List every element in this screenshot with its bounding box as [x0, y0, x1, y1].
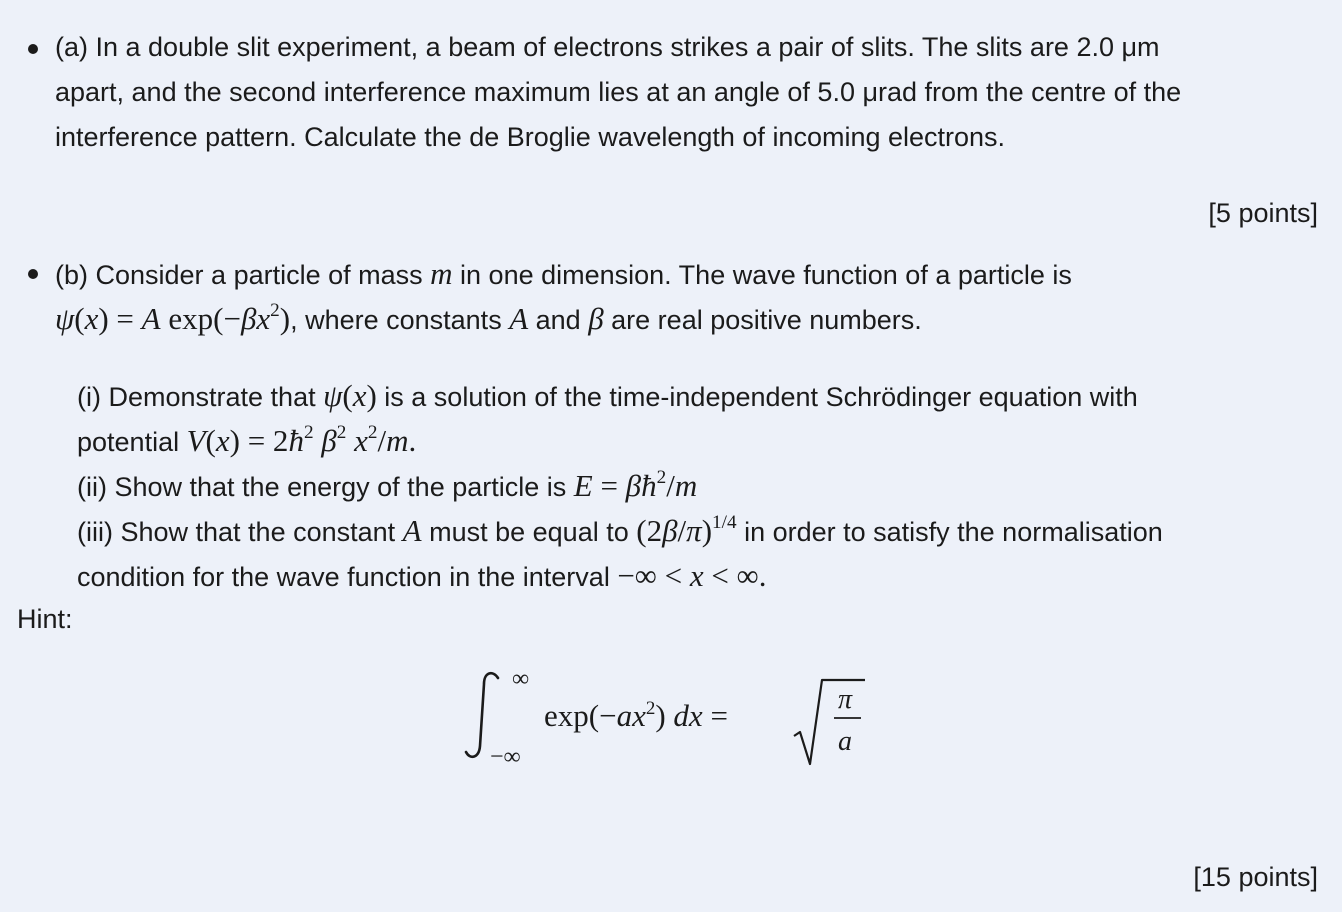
subq-iii-line-2: condition for the wave function in the interval −∞ < x < ∞.	[77, 558, 767, 593]
subq-ii: (ii) Show that the energy of the particle is $E = \beta ħ^2/m$	[77, 466, 698, 503]
svg-text:−∞: −∞	[490, 744, 521, 770]
hint-label: Hint:	[17, 604, 73, 634]
wavefunction-definition: ψ(x) = A $\exp(-\beta x^2)$	[55, 299, 291, 336]
mass-symbol: m	[430, 256, 453, 291]
hint-integral-formula	[460, 660, 880, 770]
psi-symbol: ψ(x)	[323, 378, 377, 413]
svg-text:π: π	[838, 684, 853, 715]
normalisation-constant-expression: $(2\beta/\pi)^{1/4}$	[636, 511, 737, 548]
svg-text:exp(−ax2) dx =: $\exp(-ax^2)$ dx =	[544, 698, 728, 733]
part-a-line-2: apart, and the second interference maximum lies at an angle of 5.0 μrad from the centre of the	[55, 77, 1182, 107]
svg-text:∞: ∞	[512, 666, 530, 692]
part-b-subquestions	[77, 373, 1327, 598]
energy-expression: $E = \beta ħ^2/m$	[573, 466, 698, 503]
subq-i-line-1: (i) Demonstrate that ψ(x) is a solution of the time-independent Schrödinger equation with	[77, 378, 1138, 413]
part-a-line-3: interference pattern. Calculate the de Broglie wavelength of incoming electrons.	[55, 122, 1006, 152]
part-b-intro-line-1: (b) Consider a particle of mass m in one dimension. The wave function of a particle is	[55, 256, 1072, 291]
subq-i-line-2: potential $V(x) = 2ħ^2$ $\beta^2$ $x^2/m$.	[77, 421, 417, 458]
part-a-points: [5 points]	[1208, 198, 1318, 228]
part-a-line-1: (a) In a double slit experiment, a beam of electrons strikes a pair of slits. The slits are 2.0 μm	[55, 32, 1160, 62]
potential-expression: $V(x) = 2ħ^2$ $\beta^2$ $x^2/m$	[186, 421, 409, 458]
subq-iii-line-1: (iii) Show that the constant A must be equal to $(2\beta/\pi)^{1/4}$ in order to satisfy the normalisation	[77, 511, 1163, 548]
svg-text:a: a	[838, 726, 852, 757]
bullet-b	[28, 269, 38, 279]
interval-expression: −∞ < x < ∞	[617, 558, 759, 593]
part-b-intro-line-2: ψ(x) = A $\exp(-\beta x^2)$, where constants A and β are real positive numbers.	[55, 299, 922, 336]
part-a-text	[55, 25, 1325, 160]
part-b-intro	[55, 251, 1325, 341]
bullet-a	[28, 44, 38, 54]
part-b-points: [15 points]	[1193, 862, 1318, 892]
